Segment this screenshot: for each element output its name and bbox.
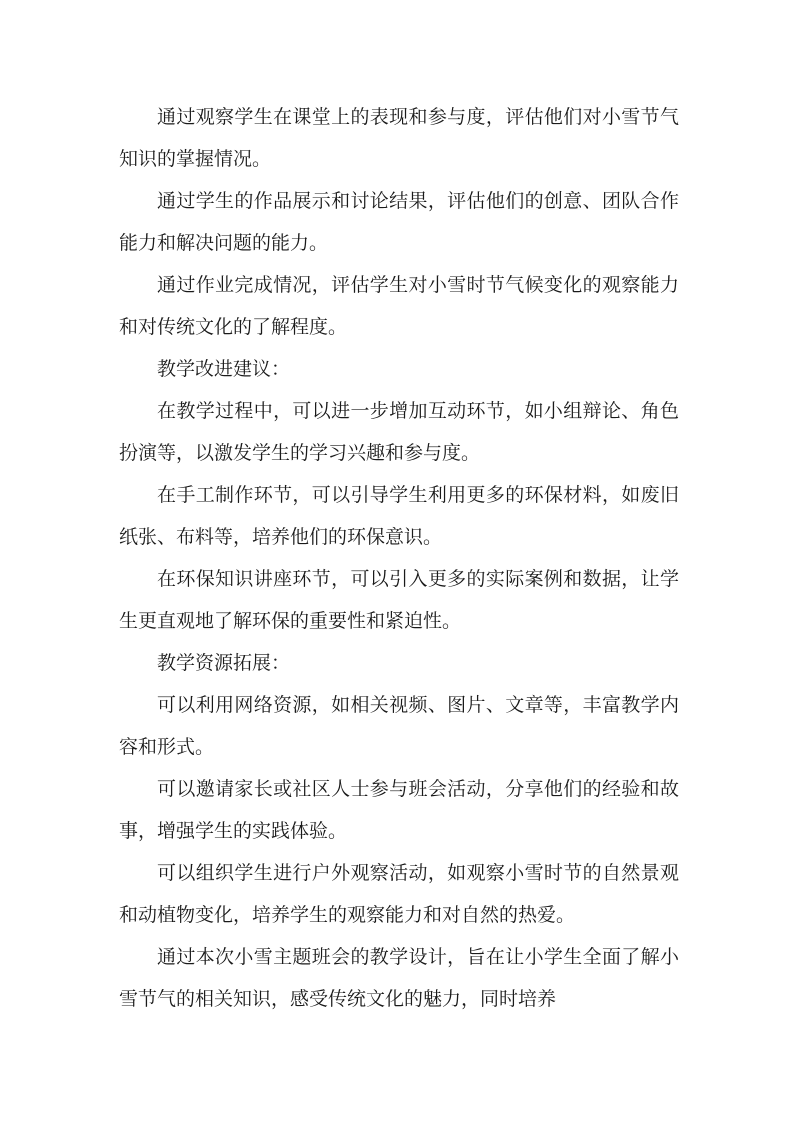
paragraph-handcraft-suggestion: 在手工制作环节，可以引导学生利用更多的环保材料，如废旧纸张、布料等，培养他们的环保意识。 <box>119 484 679 548</box>
document-body <box>119 96 679 1020</box>
paragraph-works-assessment: 通过学生的作品展示和讨论结果，评估他们的创意、团队合作能力和解决问题的能力。 <box>119 190 679 254</box>
paragraph-interaction-suggestion: 在教学过程中，可以进一步增加互动环节，如小组辩论、角色扮演等，以激发学生的学习兴趣和参与度。 <box>119 400 679 464</box>
section-heading-resources: 教学资源拓展： <box>157 652 291 674</box>
paragraph-outdoor-observation: 可以组织学生进行户外观察活动，如观察小雪时节的自然景观和动植物变化，培养学生的观察能力和对自然的热爱。 <box>119 862 679 926</box>
paragraph-parent-community: 可以邀请家长或社区人士参与班会活动，分享他们的经验和故事，增强学生的实践体验。 <box>119 778 679 842</box>
paragraph-lecture-suggestion: 在环保知识讲座环节，可以引入更多的实际案例和数据，让学生更直观地了解环保的重要性和紧迫性。 <box>119 568 679 632</box>
paragraph-homework-assessment: 通过作业完成情况，评估学生对小雪时节气候变化的观察能力和对传统文化的了解程度。 <box>119 274 679 338</box>
paragraph-observation-assessment: 通过观察学生在课堂上的表现和参与度，评估他们对小雪节气知识的掌握情况。 <box>119 106 679 170</box>
paragraph-online-resources: 可以利用网络资源，如相关视频、图片、文章等，丰富教学内容和形式。 <box>119 694 679 758</box>
section-heading-improvement: 教学改进建议： <box>157 358 291 380</box>
paragraph-summary: 通过本次小雪主题班会的教学设计，旨在让小学生全面了解小雪节气的相关知识，感受传统文化的魅力，同时培养 <box>119 946 679 1010</box>
